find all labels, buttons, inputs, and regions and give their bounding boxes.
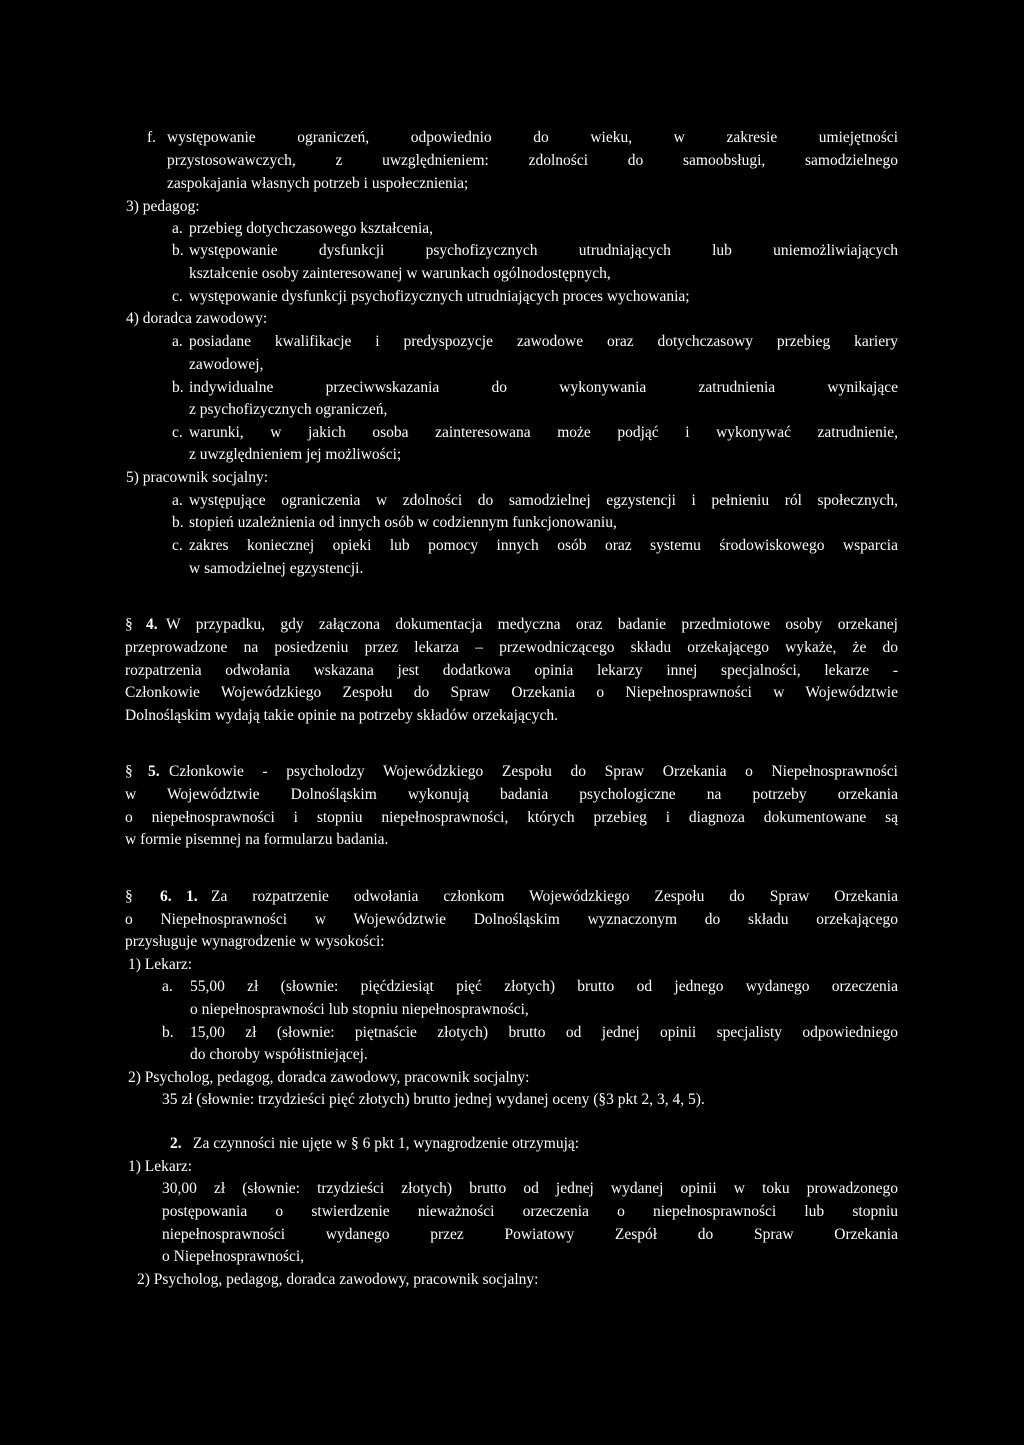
list-item: posiadane kwalifikacje i predyspozycje zawodowe oraz dotychczasowy przebieg kariery bbox=[189, 333, 898, 350]
list-item: indywidualne przeciwwskazania do wykonywania zatrudnienia wynikające bbox=[189, 379, 898, 396]
list-item: 30,00 zł (słownie: trzydzieści złotych) brutto od jednej wydanej opinii w toku prowadzonego bbox=[162, 1180, 898, 1197]
list-item: występujące ograniczenia w zdolności do samodzielnej egzystencji i pełnieniu ról społecznych, bbox=[189, 492, 898, 509]
list-item: warunki, w jakich osoba zainteresowana może podjąć i wykonywać zatrudnienie, bbox=[189, 424, 898, 441]
paragraph-line: w formie pisemnej na formularzu badania. bbox=[125, 831, 389, 848]
list-marker: c. bbox=[172, 288, 183, 305]
subsection-number: 2. bbox=[170, 1135, 182, 1152]
section-heading: 4) doradca zawodowy: bbox=[126, 310, 268, 327]
list-item: zakres koniecznej opieki lub pomocy innych osób oraz systemu środowiskowego wsparcia bbox=[189, 537, 898, 554]
list-item: postępowania o stwierdzenie nieważności orzeczenia o niepełnosprawności lub stopniu bbox=[162, 1203, 898, 1220]
list-item: występowanie dysfunkcji psychofizycznych utrudniających proces wychowania; bbox=[189, 288, 690, 305]
paragraph-line: W przypadku, gdy załączona dokumentacja medyczna oraz badanie przedmiotowe osoby orzekanej bbox=[166, 616, 898, 633]
list-marker: a. bbox=[172, 492, 183, 509]
list-item: z uwzględnieniem jej możliwości; bbox=[189, 446, 402, 463]
section-symbol: § bbox=[125, 763, 133, 780]
paragraph-line: Za czynności nie ujęte w § 6 pkt 1, wynagrodzenie otrzymują: bbox=[193, 1135, 580, 1152]
list-marker: b. bbox=[162, 1024, 174, 1041]
list-item: przebieg dotychczasowego kształcenia, bbox=[189, 220, 434, 237]
section-number: 6. bbox=[160, 888, 172, 905]
list-marker: b. bbox=[172, 379, 184, 396]
list-item: o Niepełnosprawności, bbox=[162, 1248, 305, 1265]
section-number: 5. bbox=[148, 763, 160, 780]
paragraph-line: Za rozpatrzenie odwołania członkom Wojewódzkiego Zespołu do Spraw Orzekania bbox=[211, 888, 898, 905]
list-item: w samodzielnej egzystencji. bbox=[189, 560, 364, 577]
list-item: niepełnosprawności wydanego przez Powiatowy Zespół do Spraw Orzekania bbox=[162, 1226, 898, 1243]
list-marker: a. bbox=[172, 333, 183, 350]
paragraph-line: o niepełnosprawności i stopniu niepełnosprawności, których przebieg i diagnoza dokumentowane są bbox=[125, 809, 898, 826]
list-item: do choroby współistniejącej. bbox=[190, 1046, 368, 1063]
paragraph-line: występowanie ograniczeń, odpowiednio do wieku, w zakresie umiejętności bbox=[167, 129, 898, 146]
list-item: kształcenie osoby zainteresowanej w warunkach ogólnodostępnych, bbox=[189, 265, 611, 282]
paragraph-line: przystosowawczych, z uwzględnieniem: zdolności do samoobsługi, samodzielnego bbox=[167, 152, 898, 169]
paragraph-line: przysługuje wynagrodzenie w wysokości: bbox=[125, 933, 385, 950]
list-marker: a. bbox=[172, 220, 183, 237]
list-marker: a. bbox=[162, 978, 173, 995]
section-symbol: § bbox=[125, 616, 133, 633]
list-marker: c. bbox=[172, 424, 183, 441]
paragraph-line: Członkowie - psycholodzy Wojewódzkiego Zespołu do Spraw Orzekania o Niepełnosprawności bbox=[169, 763, 898, 780]
list-item: 35 zł (słownie: trzydzieści pięć złotych) brutto jednej wydanej oceny (§3 pkt 2, 3, 4, 5). bbox=[162, 1091, 705, 1108]
paragraph-line: Członkowie Wojewódzkiego Zespołu do Spraw Orzekania o Niepełnosprawności w Województwie bbox=[125, 684, 898, 701]
list-marker: b. bbox=[172, 242, 184, 259]
subsection-number: 1. bbox=[186, 888, 198, 905]
list-item: z psychofizycznych ograniczeń, bbox=[189, 401, 388, 418]
section-heading: 3) pedagog: bbox=[126, 198, 200, 215]
paragraph-line: zaspokajania własnych potrzeb i uspołecznienia; bbox=[167, 175, 469, 192]
paragraph-line: Dolnośląskim wydają takie opinie na potrzeby składów orzekających. bbox=[125, 707, 559, 724]
section-heading: 1) Lekarz: bbox=[128, 956, 193, 973]
section-heading: 5) pracownik socjalny: bbox=[126, 469, 269, 486]
section-number: 4. bbox=[146, 616, 158, 633]
list-item: występowanie dysfunkcji psychofizycznych utrudniających lub uniemożliwiających bbox=[189, 242, 898, 259]
section-heading: 2) Psycholog, pedagog, doradca zawodowy, pracownik socjalny: bbox=[137, 1271, 539, 1288]
list-item: o niepełnosprawności lub stopniu niepełnosprawności, bbox=[190, 1001, 529, 1018]
list-item: zawodowej, bbox=[189, 356, 264, 373]
paragraph-line: o Niepełnosprawności w Województwie Dolnośląskim wyznaczonym do składu orzekającego bbox=[125, 911, 898, 928]
paragraph-line: przeprowadzone na posiedzeniu przez lekarza – przewodniczącego składu orzekającego wykaże, że do bbox=[125, 639, 898, 656]
paragraph-line: w Województwie Dolnośląskim wykonują badania psychologiczne na potrzeby orzekania bbox=[125, 786, 898, 803]
list-item: stopień uzależnienia od innych osób w codziennym funkcjonowaniu, bbox=[189, 514, 617, 531]
list-item: 15,00 zł (słownie: piętnaście złotych) brutto od jednej opinii specjalisty odpowiedniego bbox=[190, 1024, 898, 1041]
paragraph-line: rozpatrzenia odwołania wskazana jest dodatkowa opinia lekarzy innej specjalności, lekarze - bbox=[125, 662, 898, 679]
list-marker: b. bbox=[172, 514, 184, 531]
section-heading: 2) Psycholog, pedagog, doradca zawodowy, pracownik socjalny: bbox=[128, 1069, 530, 1086]
list-marker: f. bbox=[147, 129, 157, 146]
section-heading: 1) Lekarz: bbox=[128, 1158, 193, 1175]
list-item: 55,00 zł (słownie: pięćdziesiąt pięć złotych) brutto od jednego wydanego orzeczenia bbox=[190, 978, 898, 995]
list-marker: c. bbox=[172, 537, 183, 554]
section-symbol: § bbox=[125, 888, 133, 905]
